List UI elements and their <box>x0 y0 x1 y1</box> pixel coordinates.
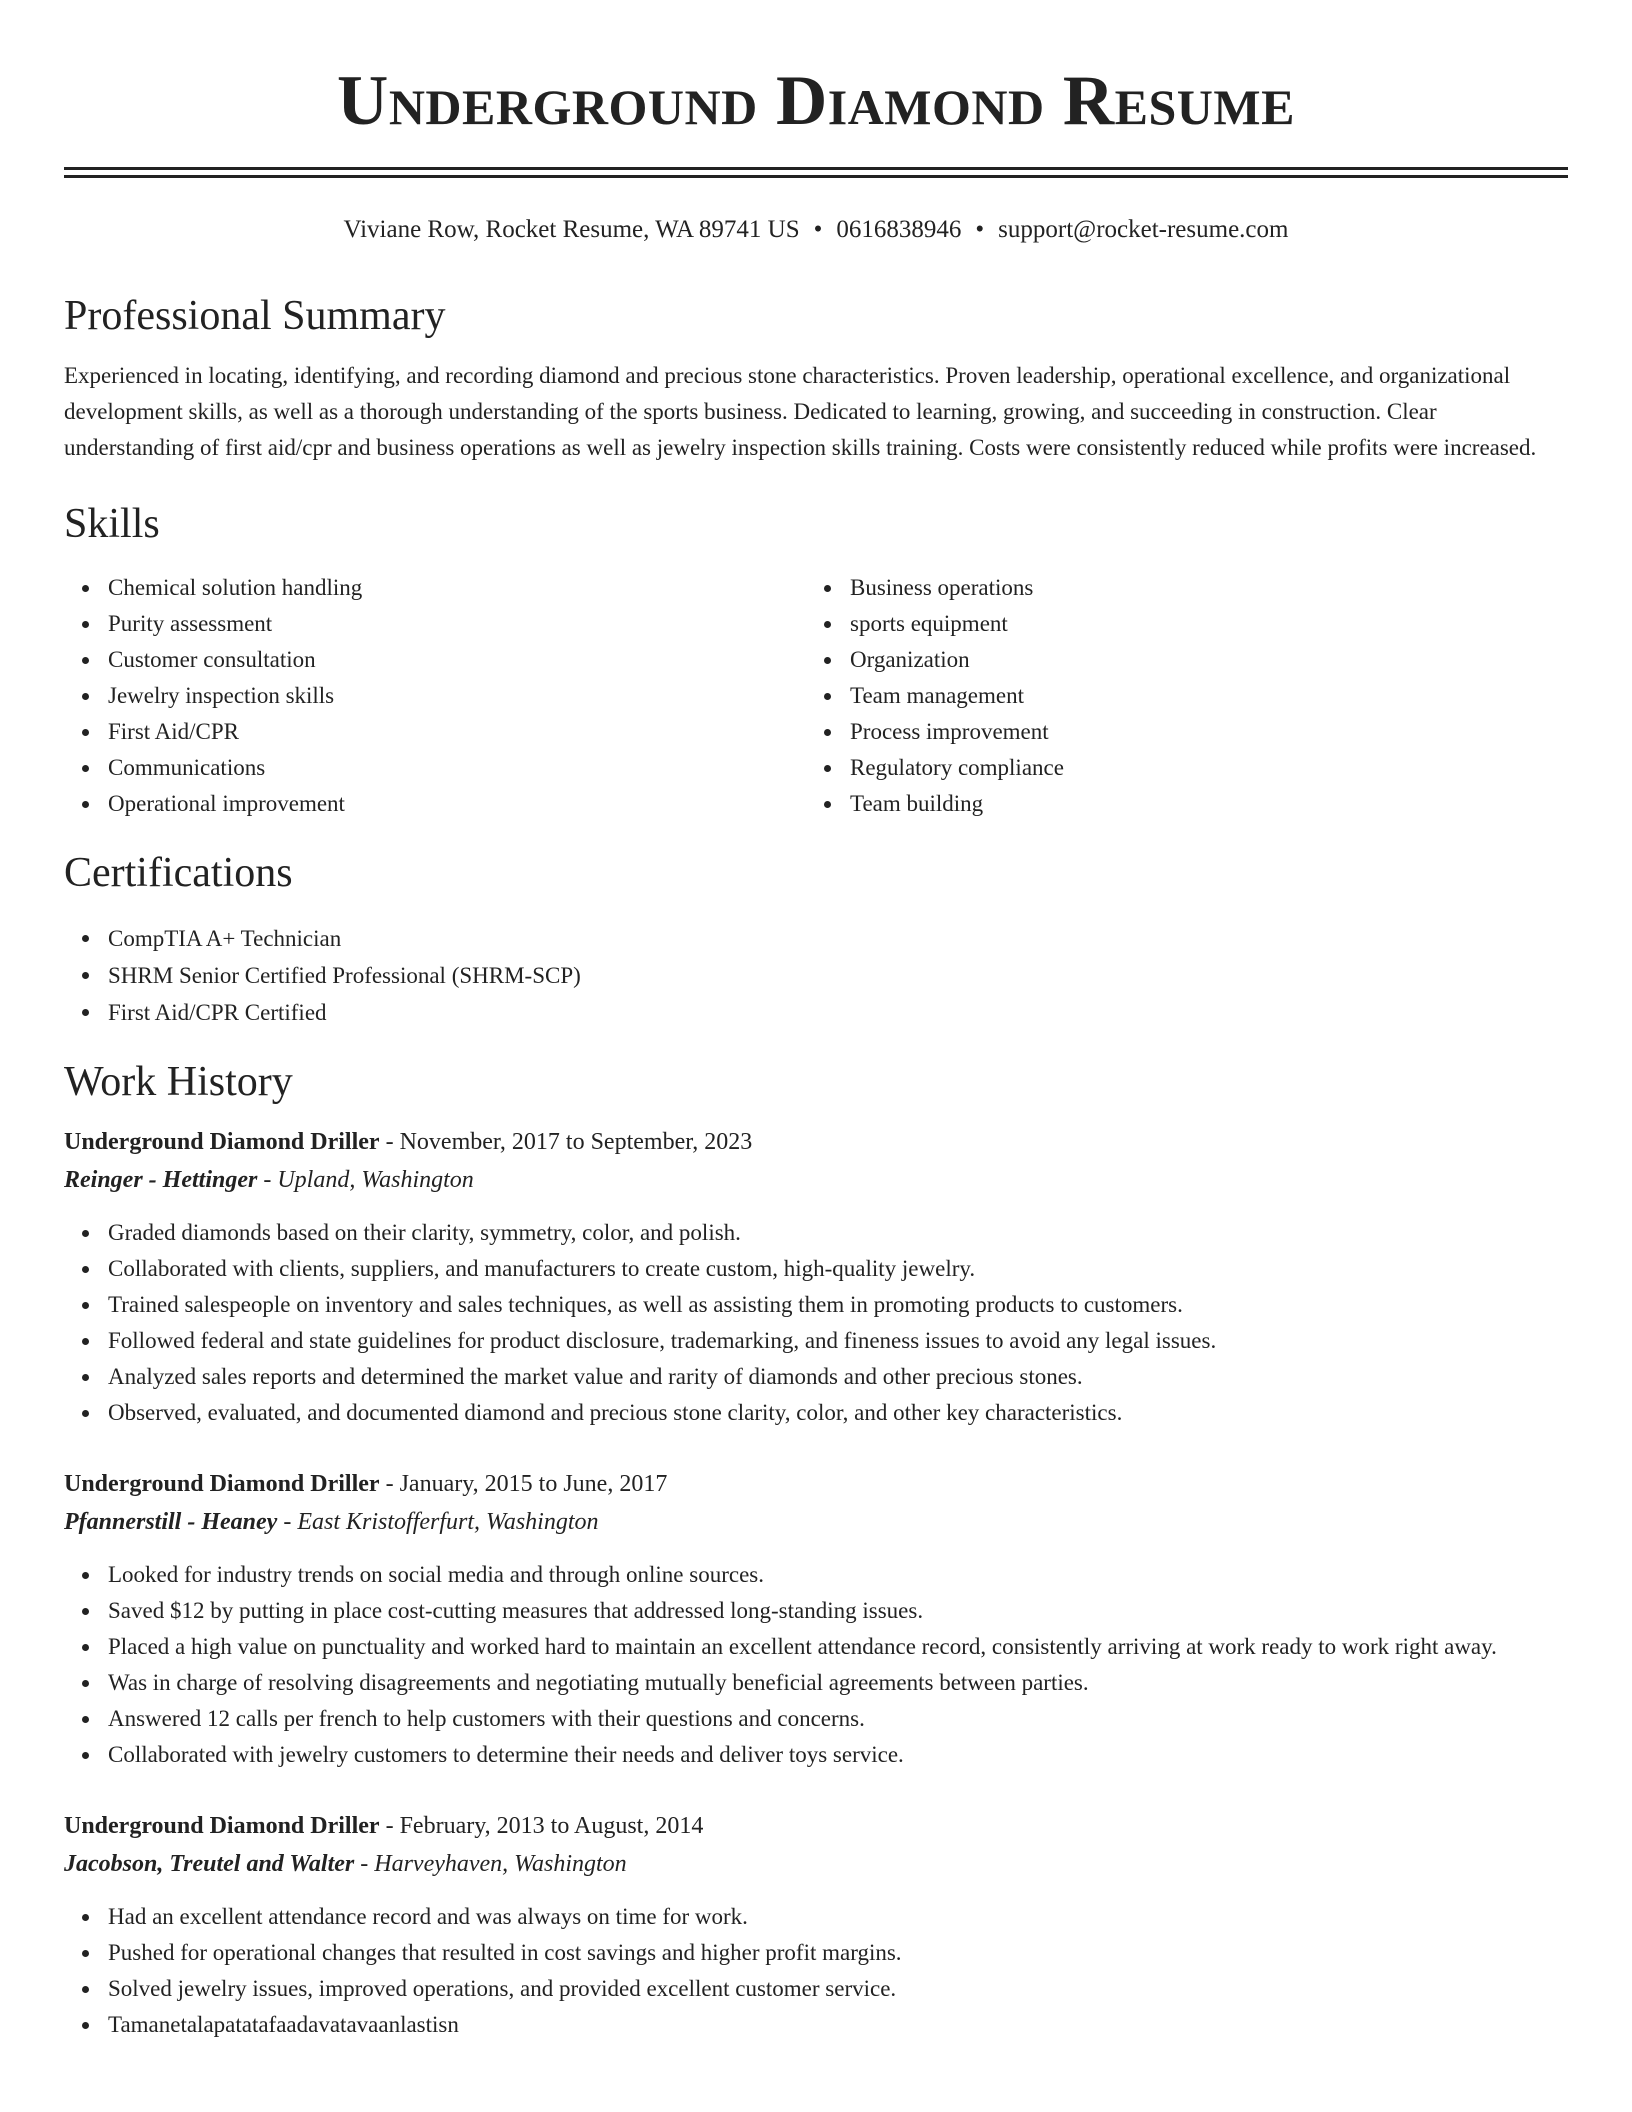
certification-item: SHRM Senior Certified Professional (SHRM-SCP) <box>64 957 1568 994</box>
job-bullet: Looked for industry trends on social media and through online sources. <box>64 1557 1568 1593</box>
job-bullet: Tamanetalapatatafaadavatavaanlastisn <box>64 2007 1568 2043</box>
certifications-heading: Certifications <box>64 850 293 897</box>
job-bullets <box>64 1899 1568 2043</box>
summary-text: Experienced in locating, identifying, and recording diamond and precious stone characteristics. Proven leadership, operational excellence, and organizational development skills, as well as a thorough understanding of the sports business. Dedicated to learning, growing, and succeeding in construction. Clear understanding of first aid/cpr and business operations as well as jewelry inspection skills training. Costs were consistently reduced while profits were increased. <box>64 362 1537 460</box>
job-bullet: Pushed for operational changes that resulted in cost savings and higher profit margins. <box>64 1935 1568 1971</box>
job-company-line <box>64 1845 1568 1883</box>
skill-item: Regulatory compliance <box>806 750 1548 786</box>
job-bullet: Analyzed sales reports and determined the market value and rarity of diamonds and other precious stones. <box>64 1359 1568 1395</box>
job-bullet: Followed federal and state guidelines for product disclosure, trademarking, and fineness issues to avoid any legal issues. <box>64 1323 1568 1359</box>
skill-item: Team management <box>806 678 1548 714</box>
job-bullet: Solved jewelry issues, improved operations, and provided excellent customer service. <box>64 1971 1568 2007</box>
contact-email: support@rocket-resume.com <box>998 216 1289 243</box>
job-dates: January, 2015 to June, 2017 <box>399 1471 668 1498</box>
skills-columns <box>64 570 1568 822</box>
job-entry <box>64 1465 1568 1773</box>
job-title: Underground Diamond Driller <box>64 1813 380 1840</box>
job-bullet: Answered 12 calls per french to help customers with their questions and concerns. <box>64 1701 1568 1737</box>
job-dash: - <box>257 1167 278 1194</box>
work-history-heading: Work History <box>64 1058 293 1105</box>
job-company: Jacobson, Treutel and Walter <box>64 1851 355 1878</box>
resume-title: Underground Diamond Resume <box>337 62 1295 140</box>
job-company: Reinger - Hettinger <box>64 1167 258 1194</box>
job-title: Underground Diamond Driller <box>64 1129 380 1156</box>
skill-item: Purity assessment <box>64 606 806 642</box>
summary-heading: Professional Summary <box>64 292 446 339</box>
skill-item: Communications <box>64 750 806 786</box>
job-title-line <box>64 1123 1568 1161</box>
job-company-line <box>64 1161 1568 1199</box>
job-title-line <box>64 1807 1568 1845</box>
job-location: East Kristofferfurt, Washington <box>297 1509 599 1536</box>
job-entry <box>64 1123 1568 1431</box>
job-bullet: Collaborated with jewelry customers to determine their needs and deliver toys service. <box>64 1737 1568 1773</box>
contact-separator: • <box>975 216 985 243</box>
skill-item: Process improvement <box>806 714 1548 750</box>
job-company: Pfannerstill - Heaney <box>64 1509 278 1536</box>
contact-line <box>64 214 1568 247</box>
skill-item: Team building <box>806 786 1548 822</box>
skill-item: Chemical solution handling <box>64 570 806 606</box>
job-bullet: Graded diamonds based on their clarity, symmetry, color, and polish. <box>64 1215 1568 1251</box>
skill-item: First Aid/CPR <box>64 714 806 750</box>
certifications-list <box>64 920 1568 1031</box>
job-bullets <box>64 1557 1568 1773</box>
skills-list-left <box>64 570 806 822</box>
skill-item: Operational improvement <box>64 786 806 822</box>
skill-item: Business operations <box>806 570 1548 606</box>
skill-item: Customer consultation <box>64 642 806 678</box>
job-location: Harveyhaven, Washington <box>374 1851 627 1878</box>
certification-item: CompTIA A+ Technician <box>64 920 1568 957</box>
job-location: Upland, Washington <box>277 1167 474 1194</box>
job-title-line <box>64 1465 1568 1503</box>
contact-phone: 0616838946 <box>836 216 962 243</box>
contact-address: Viviane Row, Rocket Resume, WA 89741 US <box>343 216 800 243</box>
skills-heading: Skills <box>64 500 160 547</box>
certification-item: First Aid/CPR Certified <box>64 994 1568 1031</box>
job-title: Underground Diamond Driller <box>64 1471 380 1498</box>
job-bullets <box>64 1215 1568 1431</box>
skill-item: sports equipment <box>806 606 1548 642</box>
contact-separator: • <box>813 216 823 243</box>
job-bullet: Was in charge of resolving disagreements and negotiating mutually beneficial agreements between parties. <box>64 1665 1568 1701</box>
job-bullet: Placed a high value on punctuality and worked hard to maintain an excellent attendance record, consistently arriving at work ready to work right away. <box>64 1629 1568 1665</box>
job-dash: - <box>277 1509 298 1536</box>
job-dates: November, 2017 to September, 2023 <box>399 1129 753 1156</box>
skills-list-right <box>806 570 1548 822</box>
job-bullet: Collaborated with clients, suppliers, and manufacturers to create custom, high-quality jewelry. <box>64 1251 1568 1287</box>
job-dash: - <box>354 1851 375 1878</box>
job-company-line <box>64 1503 1568 1541</box>
job-dates: February, 2013 to August, 2014 <box>399 1813 704 1840</box>
job-dash: - <box>379 1813 400 1840</box>
skill-item: Organization <box>806 642 1548 678</box>
job-bullet: Trained salespeople on inventory and sales techniques, as well as assisting them in promoting products to customers. <box>64 1287 1568 1323</box>
job-dash: - <box>379 1129 400 1156</box>
job-bullet: Observed, evaluated, and documented diamond and precious stone clarity, color, and other key characteristics. <box>64 1395 1568 1431</box>
job-bullet: Saved $12 by putting in place cost-cutting measures that addressed long-standing issues. <box>64 1593 1568 1629</box>
title-double-rule <box>64 167 1568 178</box>
job-dash: - <box>379 1471 400 1498</box>
job-bullet: Had an excellent attendance record and was always on time for work. <box>64 1899 1568 1935</box>
job-entry <box>64 1807 1568 2043</box>
skill-item: Jewelry inspection skills <box>64 678 806 714</box>
